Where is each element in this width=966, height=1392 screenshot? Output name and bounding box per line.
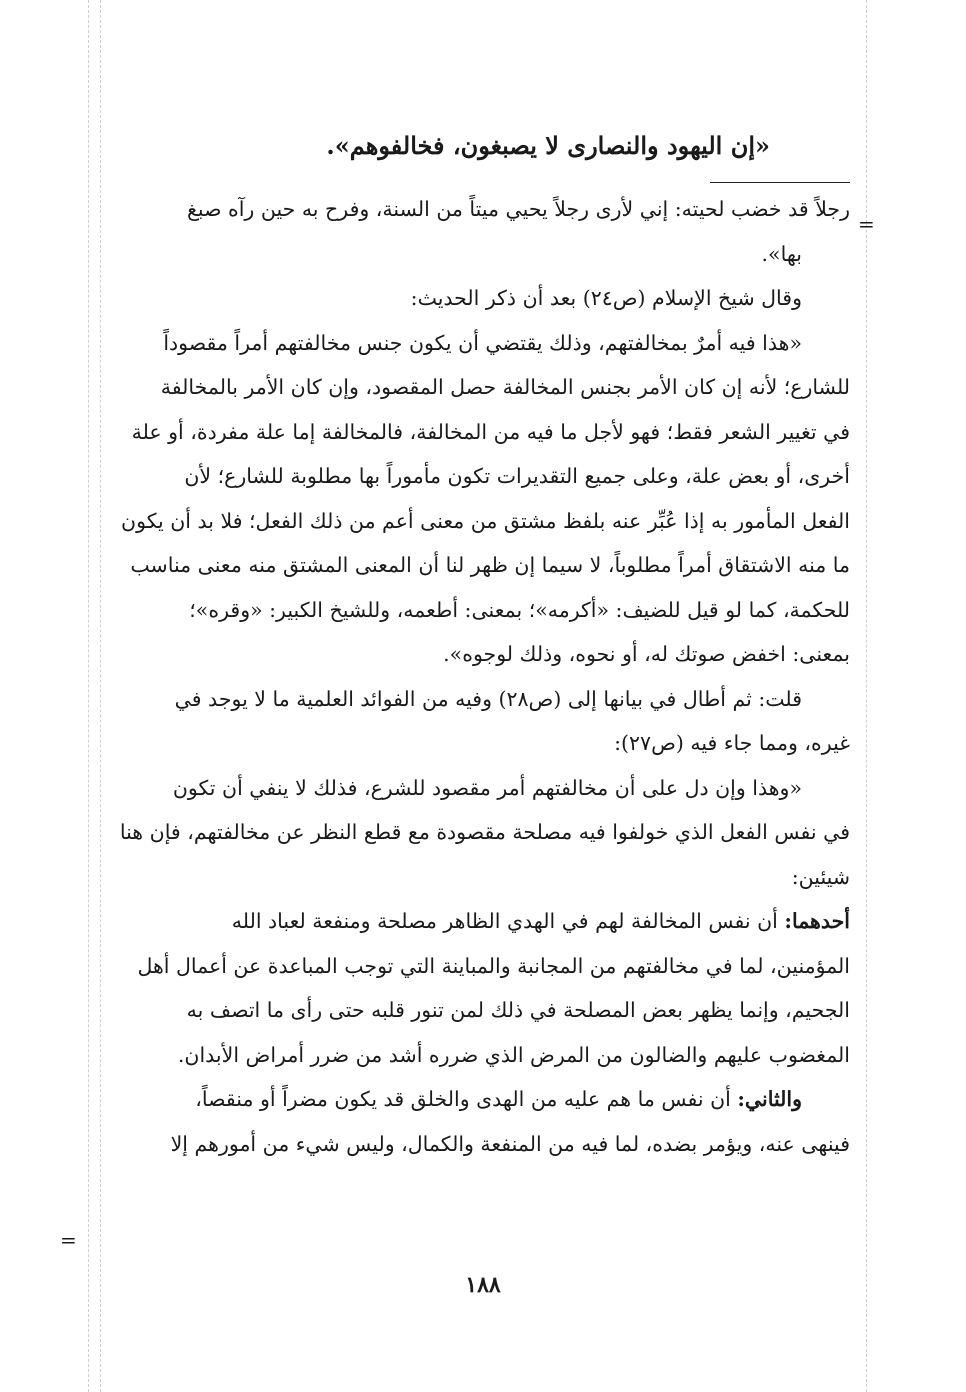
footnote-line: رجلاً قد خضب لحيته: إني لأرى رجلاً يحيي ميتاً من السنة، وفرح به حين رآه صبغ xyxy=(186,197,850,221)
footnote-paragraph xyxy=(110,276,850,321)
footnote-continuation-mark: = xyxy=(858,212,875,236)
quoted-paragraph xyxy=(110,321,850,677)
footnote-line: فينهى عنه، ويؤمر بضده، لما فيه من المنفعة والكمال، وليس شيء من أمورهم إلا xyxy=(170,1131,850,1156)
footnote-line: الفعل المأمور به إذا عُبِّر عنه بلفظ مشتق من معنى أعم من ذلك الفعل؛ فلا بد أن يكون xyxy=(121,508,850,533)
footnote-line: في نفس الفعل الذي خولفوا فيه مصلحة مقصودة مع قطع النظر عن مخالفتهم، فإن هنا xyxy=(119,820,850,844)
footnote-line: شيئين: xyxy=(791,864,850,889)
scan-margin-guide xyxy=(866,0,867,1392)
footnote-line: أخرى، أو بعض علة، وعلى جميع التقديرات تكون مأموراً بها مطلوبة للشارع؛ لأن xyxy=(184,464,850,488)
main-text-line: «إن اليهود والنصارى لا يصبغون، فخالفوهم». xyxy=(326,131,770,160)
footnote-line: قلت: ثم أطال في بيانها إلى (ص٢٨) وفيه من الفوائد العلمية ما لا يوجد في xyxy=(174,686,802,711)
line-text: أن نفس المخالفة لهم في الهدي الظاهر مصلحة ومنفعة لعباد الله xyxy=(231,909,778,933)
scan-margin-guide xyxy=(100,0,101,1392)
footnote-line: بها». xyxy=(761,241,802,266)
footnote-paragraph xyxy=(110,187,850,276)
quoted-paragraph xyxy=(110,766,850,900)
footnote-line: المؤمنين، لما في مخالفتهم من المجانبة والمباينة التي توجب المباعدة عن أعمال أهل xyxy=(137,953,850,978)
footnote-line: للحكمة، كما لو قيل للضيف: «أكرمه»؛ بمعنى: أطعمه، وللشيخ الكبير: «وقره»؛ xyxy=(189,597,850,622)
page-number: ١٨٨ xyxy=(465,1272,501,1298)
footnote-line: المغضوب عليهم والضالون من المرض الذي ضرره أشد من ضرر أمراض الأبدان. xyxy=(177,1042,850,1067)
footnote-paragraph xyxy=(110,677,850,766)
book-page xyxy=(110,118,850,1166)
footnote-line xyxy=(110,899,850,944)
footnote-line xyxy=(110,1077,850,1122)
quoted-paragraph xyxy=(110,899,850,1077)
footnote-line: «وهذا وإن دل على أن مخالفتهم أمر مقصود للشرع، فذلك لا ينفي أن تكون xyxy=(172,775,802,800)
footnote-line: وقال شيخ الإسلام (ص٢٤) بعد أن ذكر الحديث: xyxy=(410,286,802,310)
scan-margin-guide xyxy=(88,0,89,1392)
footnote-line: «هذا فيه أمرٌ بمخالفتهم، وذلك يقتضي أن يكون جنس مخالفتهم أمراً مقصوداً xyxy=(163,330,802,355)
footnote-separator xyxy=(710,182,850,183)
footnote-line: بمعنى: اخفض صوتك له، أو نحوه، وذلك لوجوه». xyxy=(443,642,850,666)
footnote-line: الجحيم، وإنما يظهر بعض المصلحة في ذلك لمن تنور قلبه حتى رأى ما اتصف به xyxy=(186,998,850,1022)
line-text: أن نفس ما هم عليه من الهدى والخلق قد يكون مضراً أو منقصاً، xyxy=(195,1087,731,1111)
paragraph-lead: أحدهما: xyxy=(784,909,850,933)
footnote-line: ما منه الاشتقاق أمراً مطلوباً، لا سيما إن ظهر لنا أن المعنى المشتق منه معنى مناسب xyxy=(130,553,850,577)
footnote-line: في تغيير الشعر فقط؛ فهو لأجل ما فيه من المخالفة، فالمخالفة إما علة مفردة، أو علة xyxy=(131,419,850,444)
footnote-continuation-mark: = xyxy=(60,1228,77,1252)
quoted-paragraph xyxy=(110,1077,850,1166)
paragraph-lead: والثاني: xyxy=(737,1087,802,1111)
footnote-line: غيره، ومما جاء فيه (ص٢٧): xyxy=(614,731,850,755)
footnote-line: للشارع؛ لأنه إن كان الأمر بجنس المخالفة حصل المقصود، وإن كان الأمر بالمخالفة xyxy=(160,375,850,399)
